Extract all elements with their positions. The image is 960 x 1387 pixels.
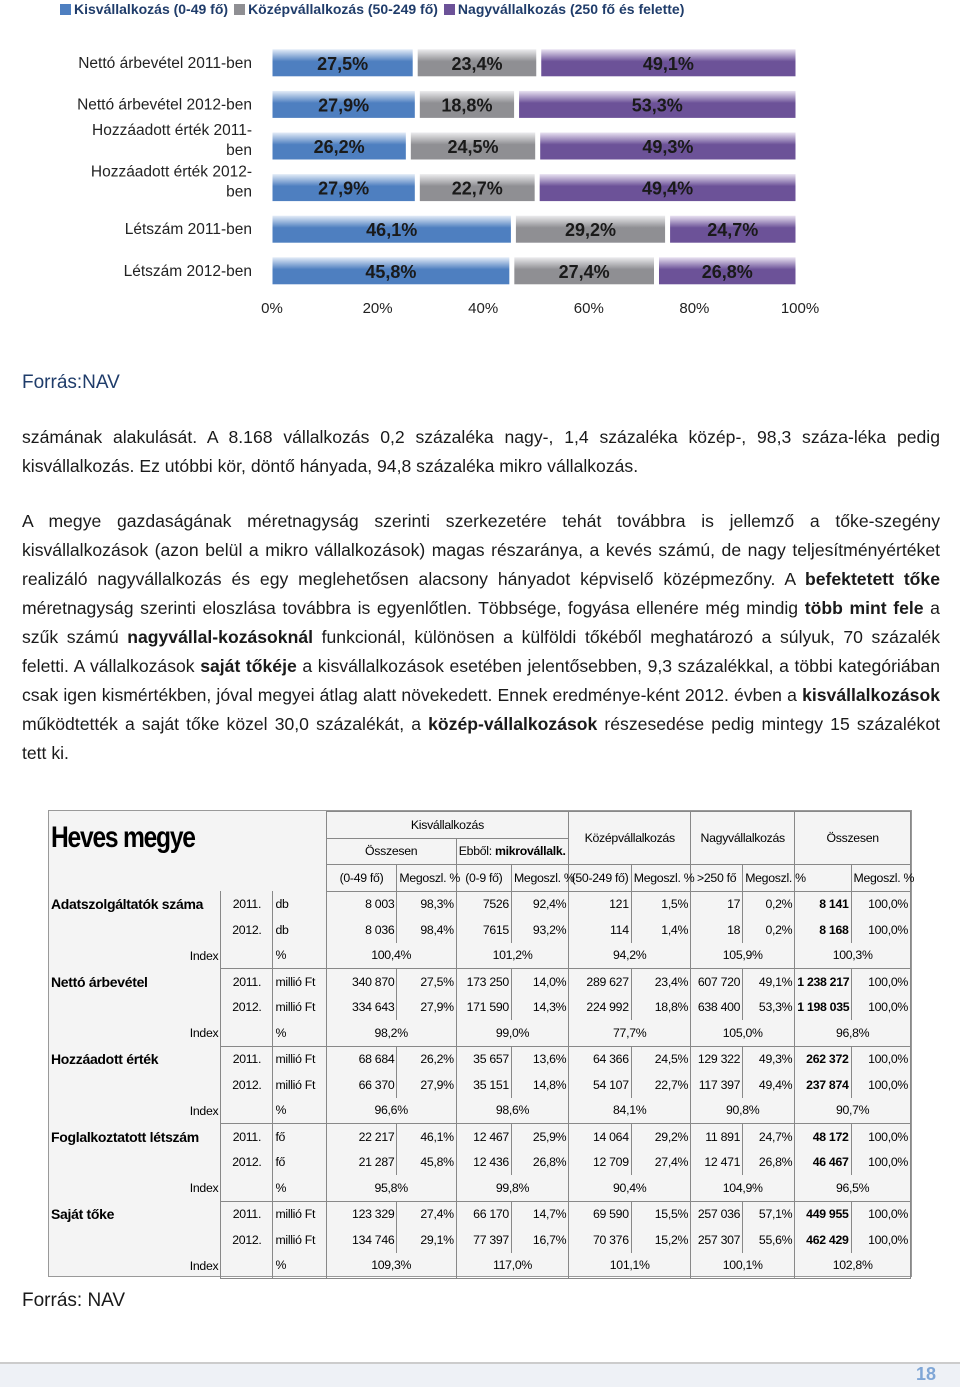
header-nagy: Nagyvállalkozás: [691, 812, 795, 865]
table-cell: 237 874: [795, 1072, 851, 1098]
table-cell: fő: [273, 1124, 326, 1150]
table-cell: 49,1%: [743, 969, 795, 995]
header-kozep: Középvállalkozás: [569, 812, 691, 865]
table-cell: 17: [691, 891, 743, 917]
table-cell: 100,0%: [851, 1046, 910, 1072]
table-row: [49, 1227, 911, 1253]
index-value: 102,8%: [795, 1253, 911, 1279]
table-cell: [221, 1098, 273, 1124]
table-cell: 26,8%: [511, 1150, 568, 1176]
table-row: [49, 1201, 911, 1227]
table-cell: [49, 917, 221, 943]
table-cell: 49,4%: [743, 1072, 795, 1098]
table-cell: 66 370: [326, 1072, 397, 1098]
index-row: [49, 1020, 911, 1046]
table-cell: 77 397: [456, 1227, 511, 1253]
table-cell: 46 467: [795, 1150, 851, 1176]
legend-label: Nagyvállalkozás (250 fő és felette): [457, 1, 685, 17]
header-ebbol: [456, 838, 569, 865]
table-cell: 98,3%: [397, 891, 456, 917]
header-subcol: (50-249 fő): [569, 865, 631, 892]
data-label: 46,1%: [366, 220, 418, 241]
index-value: 99,0%: [456, 1020, 569, 1046]
table-cell: [221, 1253, 273, 1279]
index-label: Index: [189, 1181, 219, 1195]
text-run: működtették a saját tőke közel 30,0 százalékát, a: [22, 714, 429, 734]
table-cell: 54 107: [569, 1072, 631, 1098]
table-cell: %: [273, 1253, 326, 1279]
table-cell: 14,0%: [511, 969, 568, 995]
table-header-row: [49, 812, 911, 839]
table-cell: 171 590: [456, 995, 511, 1021]
index-value: 98,2%: [326, 1020, 456, 1046]
table-row: [49, 995, 911, 1021]
table-cell: 257 036: [691, 1201, 743, 1227]
table-cell: 638 400: [691, 995, 743, 1021]
bold-text: saját tőkéje: [200, 656, 297, 676]
table-cell: 64 366: [569, 1046, 631, 1072]
index-value: 96,5%: [795, 1175, 911, 1201]
header-subcol: Megoszl. %: [851, 865, 910, 892]
row-group-label: Saját tőke: [51, 1206, 115, 1222]
text-run: méretnagyság szerinti eloszlása továbbra is egyenlőtlen. Többsége, fogyása ellenére még mindig: [22, 598, 805, 618]
bold-text: nagyvállal-kozásoknál: [127, 627, 314, 647]
table-cell: 26,8%: [743, 1150, 795, 1176]
table-cell: 26,2%: [397, 1046, 456, 1072]
data-label: 27,5%: [317, 53, 369, 74]
table-cell: 66 170: [456, 1201, 511, 1227]
table-cell: %: [273, 943, 326, 969]
table-cell: 35 657: [456, 1046, 511, 1072]
category-label: Létszám 2012-ben: [123, 262, 252, 280]
index-value: 99,8%: [456, 1175, 569, 1201]
category-label: Nettó árbevétel 2012-ben: [77, 96, 252, 114]
table-cell: db: [273, 917, 326, 943]
legend-item: [60, 1, 228, 17]
index-value: 105,0%: [691, 1020, 795, 1046]
table-cell: 2012.: [221, 1150, 273, 1176]
data-table: [48, 810, 915, 1277]
legend-item: [234, 1, 438, 17]
index-value: 90,4%: [569, 1175, 691, 1201]
index-value: 101,2%: [456, 943, 569, 969]
legend-swatch: [234, 4, 245, 15]
index-value: 98,6%: [456, 1098, 569, 1124]
row-group-label: Foglalkoztatott létszám: [51, 1128, 199, 1145]
data-label: 27,4%: [558, 261, 610, 282]
legend-label: Középvállalkozás (50-249 fő): [248, 1, 438, 17]
table-cell: 123 329: [326, 1201, 397, 1227]
header-ossz: Összesen: [795, 812, 911, 865]
index-label: Index: [189, 948, 219, 963]
data-label: 45,8%: [365, 261, 417, 282]
index-value: 96,6%: [326, 1098, 456, 1124]
table-cell: 334 643: [326, 995, 397, 1021]
table-cell: 2011.: [221, 891, 273, 917]
chart-legend: [60, 0, 940, 18]
index-row: [49, 1175, 911, 1201]
table-cell: 27,9%: [397, 995, 456, 1021]
table-cell: 48 172: [795, 1124, 851, 1150]
data-label: 24,5%: [447, 137, 499, 157]
table-cell: 23,4%: [631, 969, 690, 995]
table-cell: 18: [691, 917, 743, 943]
data-label: 24,7%: [707, 220, 759, 241]
legend-label: Kisvállalkozás (0-49 fő): [74, 1, 229, 17]
header-subcol: Megoszl. %: [397, 865, 456, 892]
header-subcol: Megoszl. %: [631, 865, 690, 892]
paragraph-2: [22, 507, 940, 768]
table-cell: 2011.: [221, 969, 273, 995]
table-cell: [49, 1227, 221, 1253]
data-label: 26,8%: [701, 261, 753, 282]
index-value: 95,8%: [326, 1175, 456, 1201]
index-value: 77,7%: [569, 1020, 691, 1046]
table-cell: 117 397: [691, 1072, 743, 1098]
category-label: ben: [226, 142, 252, 159]
table-cell: millió Ft: [273, 1046, 326, 1072]
index-value: 100,3%: [795, 943, 911, 969]
category-label: ben: [226, 183, 252, 201]
table-cell: 24,7%: [743, 1124, 795, 1150]
index-value: 117,0%: [456, 1253, 569, 1279]
table-cell: 8 141: [795, 891, 851, 917]
header-subcol: Megoszl. %: [511, 865, 568, 892]
table-cell: 173 250: [456, 969, 511, 995]
index-value: 96,8%: [795, 1020, 911, 1046]
table-cell: millió Ft: [273, 1201, 326, 1227]
table-row: [49, 917, 911, 943]
table-cell: 14,8%: [511, 1072, 568, 1098]
index-row: [49, 1253, 911, 1279]
table-cell: 100,0%: [851, 1072, 910, 1098]
table-cell: 121: [569, 891, 631, 917]
table-cell: 100,0%: [851, 1201, 910, 1227]
data-label: 27,9%: [318, 178, 370, 199]
table-cell: 12 471: [691, 1150, 743, 1176]
table-cell: %: [273, 1098, 326, 1124]
text-run: részesedése pedig mintegy 15 százalékot tett ki.: [22, 714, 940, 763]
table-row: [49, 891, 911, 917]
table-cell: millió Ft: [273, 1072, 326, 1098]
data-label: 53,3%: [631, 95, 683, 116]
bold-text: több mint fele: [804, 598, 924, 618]
table-row: [49, 1046, 911, 1072]
table-cell: [221, 1175, 273, 1201]
table-cell: 114: [569, 917, 631, 943]
table-cell: 29,1%: [397, 1227, 456, 1253]
table-cell: 8 036: [326, 917, 397, 943]
x-tick-label: 100%: [780, 300, 820, 317]
index-value: 94,2%: [569, 943, 691, 969]
table-cell: 27,5%: [397, 969, 456, 995]
table-cell: 100,0%: [851, 995, 910, 1021]
table-cell: 462 429: [795, 1227, 851, 1253]
paragraph-1: [22, 423, 940, 481]
table-cell: 2012.: [221, 917, 273, 943]
index-value: 90,7%: [795, 1098, 911, 1124]
data-label: 49,3%: [642, 137, 694, 157]
table-cell: [49, 865, 326, 892]
table-cell: 14,3%: [511, 995, 568, 1021]
table-header-row: [49, 865, 911, 892]
table-cell: 14,7%: [511, 1201, 568, 1227]
data-label: 23,4%: [451, 53, 503, 74]
table-cell: 224 992: [569, 995, 631, 1021]
table-cell: 607 720: [691, 969, 743, 995]
table-cell: 18,8%: [631, 995, 690, 1021]
table-cell: 49,3%: [743, 1046, 795, 1072]
text-run: funkcionál, különösen a külföldi tőkéből meghatározó a súlyuk, 70 százalék feletti. A vállalkozások: [22, 627, 940, 676]
legend-swatch: [60, 4, 71, 15]
table-cell: 2011.: [221, 1124, 273, 1150]
table-cell: 45,8%: [397, 1150, 456, 1176]
table-cell: 0,2%: [743, 891, 795, 917]
table-cell: 100,0%: [851, 969, 910, 995]
index-row: [49, 1098, 911, 1124]
x-tick-label: 60%: [573, 300, 604, 317]
header-subcol: (0-9 fő): [456, 865, 511, 892]
table-cell: 53,3%: [743, 995, 795, 1021]
index-label: Index: [189, 1026, 219, 1040]
bold-text: befektetett tőke: [804, 569, 940, 589]
table-cell: [49, 1150, 221, 1176]
table-cell: 24,5%: [631, 1046, 690, 1072]
x-tick-label: 0%: [261, 300, 283, 317]
table-cell: 15,2%: [631, 1227, 690, 1253]
category-label: Hozzáadott érték 2011-: [92, 122, 252, 139]
index-value: 104,9%: [691, 1175, 795, 1201]
table-cell: 8 003: [326, 891, 397, 917]
table-cell: 92,4%: [511, 891, 568, 917]
table-cell: 57,1%: [743, 1201, 795, 1227]
table-cell: 1 198 035: [795, 995, 851, 1021]
table-cell: 27,4%: [631, 1150, 690, 1176]
table-row: [49, 969, 911, 995]
table-title: Heves megye: [51, 821, 195, 854]
page-footer: [0, 1362, 960, 1387]
table-cell: 21 287: [326, 1150, 397, 1176]
chart-source: Forrás:NAV: [22, 372, 120, 393]
table-cell: 27,9%: [397, 1072, 456, 1098]
table-cell: 46,1%: [397, 1124, 456, 1150]
index-row: [49, 943, 911, 969]
data-label: 49,4%: [642, 178, 694, 199]
table-cell: 1 238 217: [795, 969, 851, 995]
category-label: Nettó árbevétel 2011-ben: [78, 54, 252, 72]
table-source: Forrás: NAV: [22, 1290, 126, 1311]
table-cell: %: [273, 1020, 326, 1046]
table-cell: 98,4%: [397, 917, 456, 943]
header-kis: Kisvállalkozás: [326, 812, 569, 839]
table-cell: 262 372: [795, 1046, 851, 1072]
table-cell: 100,0%: [851, 891, 910, 917]
data-label: 49,1%: [642, 53, 694, 74]
index-value: 84,1%: [569, 1098, 691, 1124]
index-label: Index: [189, 1258, 219, 1273]
header-ebbol-bold: mikrovállalk.: [494, 844, 566, 859]
table-title-cell: [49, 812, 326, 865]
legend-item: [444, 1, 684, 17]
header-subcol: >250 fő: [691, 865, 743, 892]
bold-text: kisvállalkozások: [802, 685, 940, 705]
table-cell: 2012.: [221, 1072, 273, 1098]
table-cell: 2012.: [221, 1227, 273, 1253]
index-label: Index: [189, 1103, 219, 1118]
table-cell: 93,2%: [511, 917, 568, 943]
header-subcol: Megoszl. %: [743, 865, 795, 892]
table-cell: 100,0%: [851, 1227, 910, 1253]
row-group-label: Hozzáadott érték: [51, 1051, 159, 1067]
bold-text: közép-vállalkozások: [428, 714, 598, 734]
row-group-label: Adatszolgáltatók száma: [51, 896, 204, 912]
index-value: 109,3%: [326, 1253, 456, 1279]
table-cell: 55,6%: [743, 1227, 795, 1253]
table-cell: 22,7%: [631, 1072, 690, 1098]
table-cell: 100,0%: [851, 917, 910, 943]
legend-swatch: [444, 4, 455, 15]
table-cell: 0,2%: [743, 917, 795, 943]
text-run: a kisvállalkozások esetében jelentősebben, 9,3 százalékkal, a többi kategóriában csak igen kismértékben, jóval megyei átlag alatt növekedett. Ennek eredménye-ként 2012. évben a: [22, 656, 940, 705]
table-cell: [221, 943, 273, 969]
table-cell: [221, 1020, 273, 1046]
table-cell: 14 064: [569, 1124, 631, 1150]
table-cell: 2011.: [221, 1201, 273, 1227]
table-row: [49, 1072, 911, 1098]
table-cell: 449 955: [795, 1201, 851, 1227]
header-ebbol-text: Ebből:: [458, 844, 495, 859]
table-cell: 257 307: [691, 1227, 743, 1253]
table-cell: 12 709: [569, 1150, 631, 1176]
index-value: 90,8%: [691, 1098, 795, 1124]
page-number: 18: [915, 1364, 936, 1384]
table-cell: %: [273, 1175, 326, 1201]
table-cell: 69 590: [569, 1201, 631, 1227]
table-cell: millió Ft: [273, 969, 326, 995]
table-cell: [49, 1072, 221, 1098]
table-cell: 1,4%: [631, 917, 690, 943]
text-run: A megye gazdaságának méretnagyság szerinti szerkezetére tehát továbbra is jellemző a tőke-szegény kisvállalkozások (azon belül a mikro vállalkozások) magas részaránya, a kevés számú, de nagy teljesítményértéket realizáló nagyvállalkozás és egy meglehetősen alacsony hányadot képviselő középmezőny. A: [22, 511, 940, 589]
x-tick-label: 80%: [679, 300, 710, 317]
data-label: 18,8%: [441, 95, 493, 116]
table-cell: 25,9%: [511, 1124, 568, 1150]
table-cell: fő: [273, 1150, 326, 1176]
table-row: [49, 1124, 911, 1150]
table-cell: 70 376: [569, 1227, 631, 1253]
table-cell: 35 151: [456, 1072, 511, 1098]
header-subcol: (0-49 fő): [326, 865, 397, 892]
category-label: Hozzáadott érték 2012-: [90, 163, 252, 181]
table-cell: 13,6%: [511, 1046, 568, 1072]
table-cell: 1,5%: [631, 891, 690, 917]
data-label: 27,9%: [318, 95, 370, 116]
table-cell: db: [273, 891, 326, 917]
table-cell: 7526: [456, 891, 511, 917]
index-value: 101,1%: [569, 1253, 691, 1279]
table-cell: 27,4%: [397, 1201, 456, 1227]
table-cell: 100,0%: [851, 1124, 910, 1150]
table-cell: millió Ft: [273, 1227, 326, 1253]
stacked-bar-chart: [0, 30, 960, 330]
table-cell: millió Ft: [273, 995, 326, 1021]
table-cell: 129 322: [691, 1046, 743, 1072]
table-cell: 16,7%: [511, 1227, 568, 1253]
table-cell: 2012.: [221, 995, 273, 1021]
header-osszesen-sub: Összesen: [326, 838, 456, 865]
table-cell: 2011.: [221, 1046, 273, 1072]
data-label: 22,7%: [451, 178, 503, 199]
table-cell: 68 684: [326, 1046, 397, 1072]
index-value: 100,1%: [691, 1253, 795, 1279]
x-tick-label: 40%: [468, 300, 499, 317]
index-value: 100,4%: [326, 943, 456, 969]
data-label: 26,2%: [313, 137, 365, 157]
table-cell: 29,2%: [631, 1124, 690, 1150]
table-cell: 11 891: [691, 1124, 743, 1150]
data-label: 29,2%: [564, 220, 617, 241]
table-cell: 22 217: [326, 1124, 397, 1150]
table-cell: 15,5%: [631, 1201, 690, 1227]
row-group-label: Nettó árbevétel: [51, 973, 148, 990]
index-value: 105,9%: [691, 943, 795, 969]
table-row: [49, 1150, 911, 1176]
table-cell: 12 436: [456, 1150, 511, 1176]
text-run: a szűk számú: [22, 598, 940, 647]
table-cell: 289 627: [569, 969, 631, 995]
table-cell: 134 746: [326, 1227, 397, 1253]
table-cell: [49, 995, 221, 1021]
table-cell: 7615: [456, 917, 511, 943]
table-cell: 100,0%: [851, 1150, 910, 1176]
x-tick-label: 20%: [362, 300, 393, 317]
table-cell: 12 467: [456, 1124, 511, 1150]
text-run: számának alakulását. A 8.168 vállalkozás 0,2 százaléka nagy-, 1,4 százaléka közép-, 98,3 száza-léka pedig kisvállalkozás. Ez utóbbi kör, döntő hányada, 94,8 százaléka mikro vállalkozás.: [22, 427, 940, 476]
category-label: Létszám 2011-ben: [124, 221, 252, 239]
table-cell: 340 870: [326, 969, 397, 995]
table-cell: 8 168: [795, 917, 851, 943]
